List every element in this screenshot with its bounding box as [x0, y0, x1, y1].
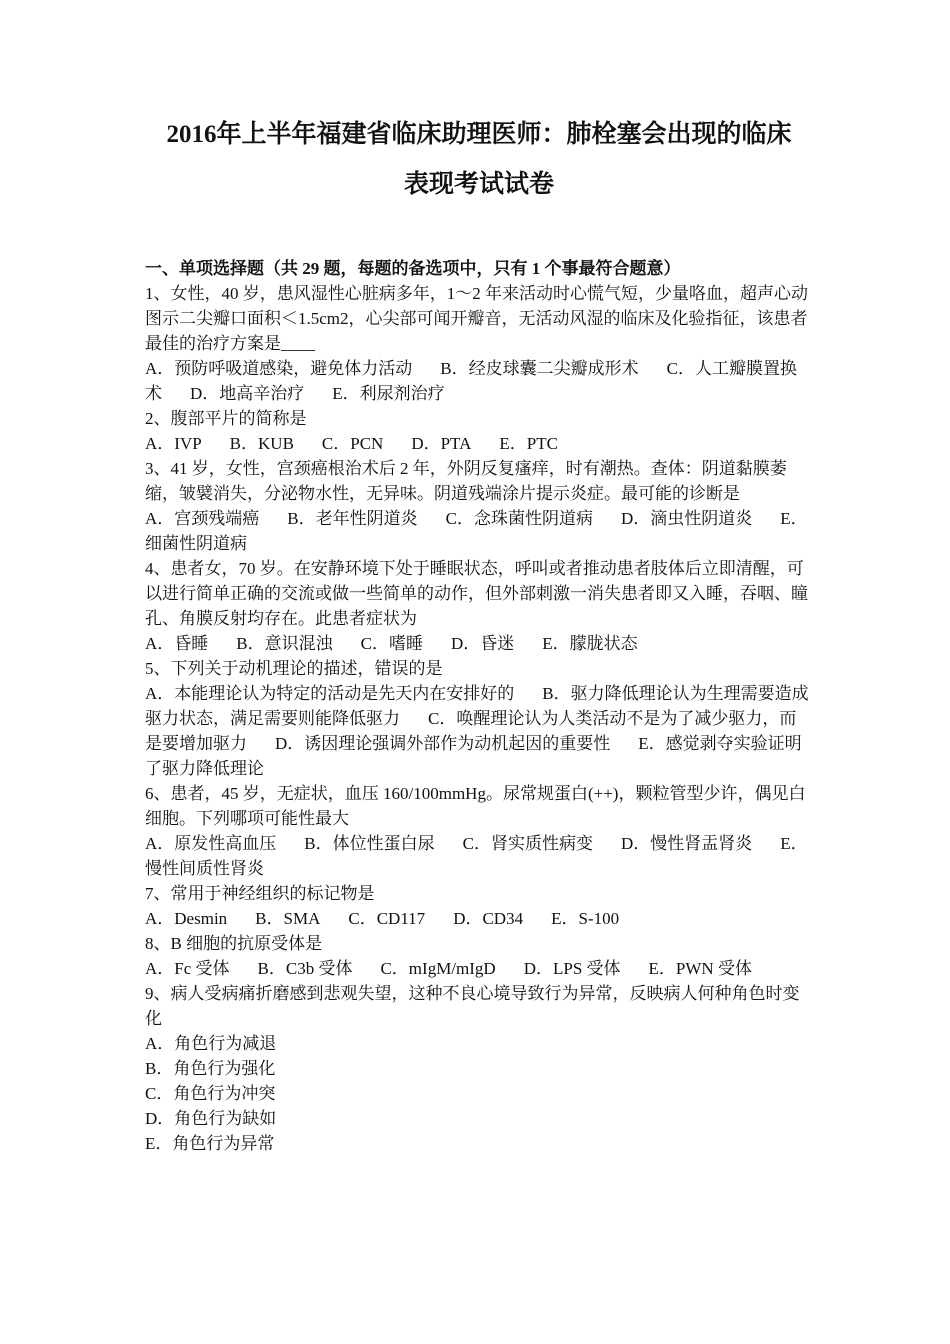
options-inline [145, 506, 813, 556]
question-text: 6、患者，45 岁，无症状，血压 160/100mmHg。尿常规蛋白(++)，颗粒管型少许，偶见白细胞。下列哪项可能性最大 [145, 784, 806, 828]
options-inline [145, 906, 813, 931]
options-inline [145, 956, 813, 981]
question-6 [145, 781, 813, 881]
option-d: D．地高辛治疗 [190, 384, 305, 403]
option-a: A．Fc 受体 [145, 959, 230, 978]
option-d: D．PTA [411, 434, 472, 453]
question-4 [145, 556, 813, 656]
option-c: C．嗜睡 [360, 634, 423, 653]
option-d: D．滴虫性阴道炎 [620, 509, 753, 528]
option-a: A．昏睡 [145, 634, 209, 653]
option-e: E．PTC [499, 434, 558, 453]
option-e: E．感觉剥夺实验证明了驱力降低理论 [145, 734, 802, 778]
document-page [145, 110, 813, 1156]
option-d: D．昏迷 [450, 634, 515, 653]
option-a: A．IVP [145, 434, 202, 453]
option-b: B．意识混浊 [236, 634, 333, 653]
option-c: C．PCN [321, 434, 384, 453]
option-d: D．诱因理论强调外部作为动机起因的重要性 [275, 734, 611, 753]
option-d: D．CD34 [453, 909, 524, 928]
document-title-line-1: 2016年上半年福建省临床助理医师：肺栓塞会出现的临床 [166, 121, 792, 148]
option-b: B．老年性阴道炎 [287, 509, 418, 528]
option-b: B．KUB [229, 434, 294, 453]
option-c: C．CD117 [348, 909, 426, 928]
option-e: E．利尿剂治疗 [332, 384, 445, 403]
option-b: B．C3b 受体 [257, 959, 353, 978]
question-text: 5、下列关于动机理论的描述，错误的是 [145, 659, 443, 678]
option-a: A．预防呼吸道感染，避免体力活动 [145, 359, 413, 378]
option-c: C．肾实质性病变 [462, 834, 593, 853]
question-3 [145, 456, 813, 556]
option-e: E．细菌性阴道病 [145, 509, 808, 553]
question-text: 4、患者女，70 岁。在安静环境下处于睡眠状态，呼叫或者推动患者肢体后立即清醒，可以进行简单正确的交流或做一些简单的动作，但外部刺激一消失患者即又入睡，吞咽、瞳孔、角膜反射均存在。此患者症状为 [145, 559, 808, 628]
options-inline [145, 631, 813, 656]
document-title-line-2: 表现考试试卷 [403, 171, 554, 198]
option-a: A．原发性高血压 [145, 834, 277, 853]
option-a: A．本能理论认为特定的活动是先天内在安排好的 [145, 684, 515, 703]
question-text: 1、女性，40 岁，患风湿性心脏病多年，1～2 年来活动时心慌气短，少量咯血，超声心动图示二尖瓣口面积＜1.5cm2，心尖部可闻开瓣音，无活动风湿的临床及化验指征，该患者最佳的治疗方案是____ [145, 284, 808, 353]
option-c: C．角色行为冲突 [145, 1084, 276, 1103]
question-text: 9、病人受病痛折磨感到悲观失望，这种不良心境导致行为异常，反映病人何种角色时变化 [145, 984, 800, 1028]
option-c: C．唤醒理论认为人类活动不是为了减少驱力，而是要增加驱力 [145, 709, 797, 753]
option-e: E．S-100 [551, 909, 620, 928]
question-5 [145, 656, 813, 781]
option-e: E．角色行为异常 [145, 1134, 275, 1153]
option-a: A．角色行为减退 [145, 1034, 277, 1053]
option-a: A．宫颈残端癌 [145, 509, 260, 528]
question-text: 2、腹部平片的简称是 [145, 409, 307, 428]
question-8 [145, 931, 813, 981]
section-heading: 一、单项选择题（共 29 题，每题的备选项中，只有 1 个事最符合题意） [145, 259, 681, 278]
question-7 [145, 881, 813, 931]
option-d: D．角色行为缺如 [145, 1109, 277, 1128]
question-text: 3、41 岁，女性，宫颈癌根治术后 2 年，外阴反复瘙痒，时有潮热。查体：阴道黏膜萎缩，皱襞消失，分泌物水性，无异味。阴道残端涂片提示炎症。最可能的诊断是 [145, 459, 787, 503]
option-c: C．mIgM/mIgD [380, 959, 496, 978]
option-d: D．LPS 受体 [523, 959, 621, 978]
option-b: B．经皮球囊二尖瓣成形术 [440, 359, 639, 378]
options-inline [145, 831, 813, 881]
option-c: C．念珠菌性阴道病 [445, 509, 593, 528]
options-inline [145, 356, 813, 406]
option-b: B．驱力降低理论认为生理需要造成驱力状态，满足需要则能降低驱力 [145, 684, 809, 728]
option-a: A．Desmin [145, 909, 228, 928]
option-b: B．SMA [255, 909, 321, 928]
options-inline [145, 431, 813, 456]
question-text: 8、B 细胞的抗原受体是 [145, 934, 323, 953]
option-b: B．体位性蛋白尿 [304, 834, 435, 853]
option-d: D．慢性肾盂肾炎 [620, 834, 753, 853]
option-e: E．朦胧状态 [542, 634, 638, 653]
question-2 [145, 406, 813, 456]
question-1 [145, 281, 813, 406]
question-9 [145, 981, 813, 1156]
options-inline [145, 681, 813, 781]
option-c: C．人工瓣膜置换术 [145, 359, 797, 403]
option-e: E．慢性间质性肾炎 [145, 834, 808, 878]
option-e: E．PWN 受体 [648, 959, 752, 978]
option-b: B．角色行为强化 [145, 1059, 276, 1078]
question-text: 7、常用于神经组织的标记物是 [145, 884, 375, 903]
